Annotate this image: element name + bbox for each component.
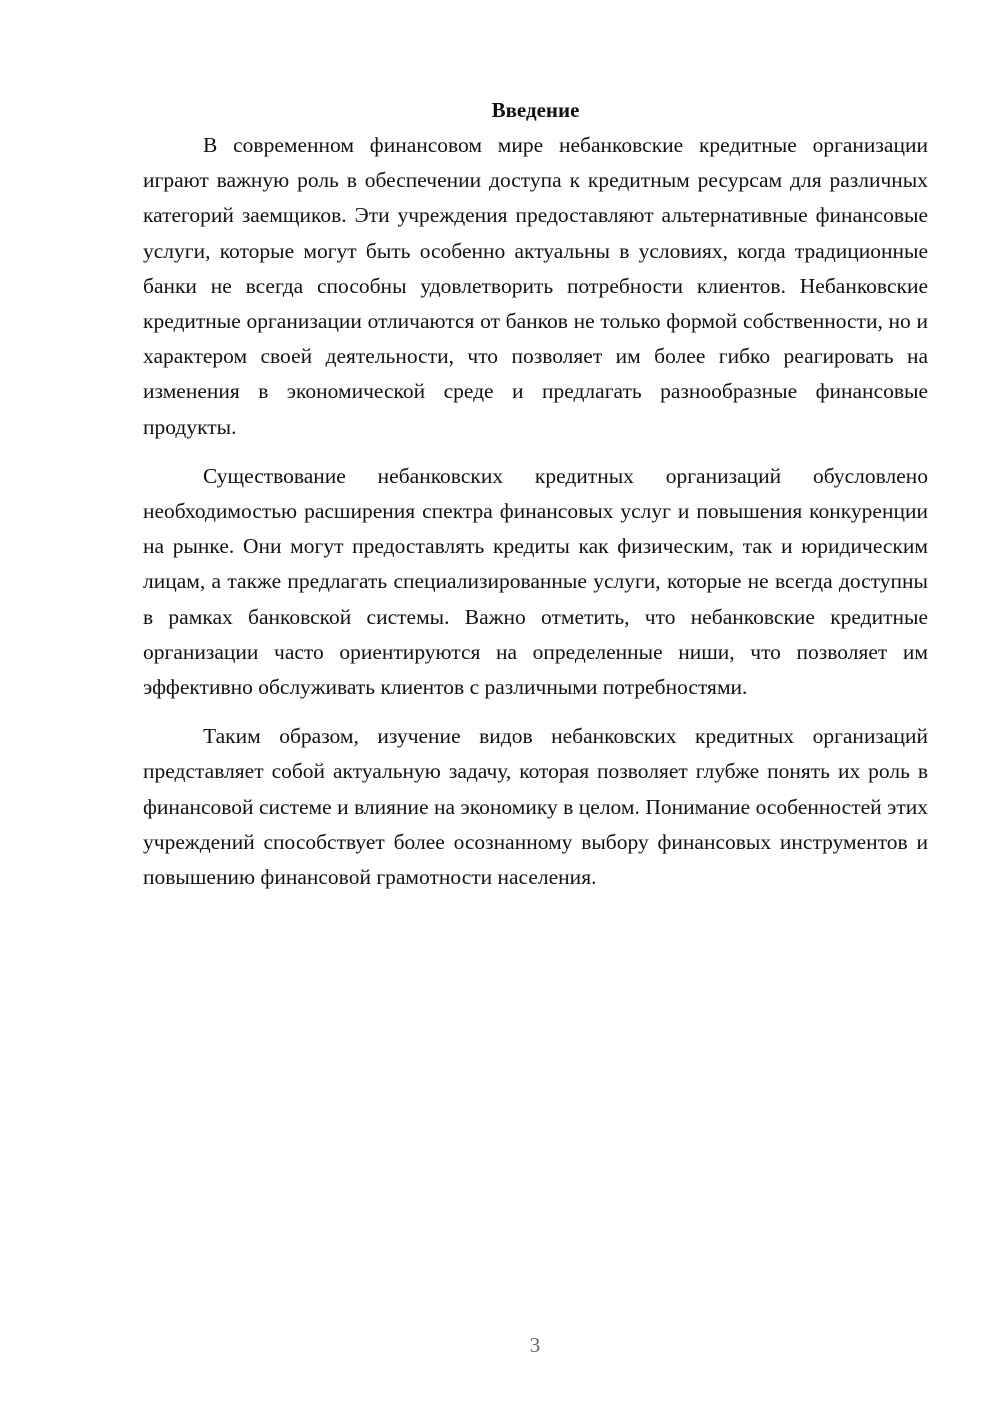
page-number: 3	[529, 1333, 541, 1357]
paragraph-1: В современном финансовом мире небанковские кредитные организации играют важную роль в обеспечении доступа к кредитным ресурсам для различных категорий заемщиков. Эти учреждения предоставляют альтернативные финансовые услуги, которые могут быть особенно актуальны в условиях, когда традиционные банки не всегда способны удовлетворить потребности клиентов. Небанковские кредитные организации отличаются от банков не только формой собственности, но и характером своей деятельности, что позволяет им более гибко реагировать на изменения в экономической среде и предлагать разнообразные финансовые продукты.	[143, 133, 928, 439]
page-content	[143, 93, 928, 895]
section-heading: Введение	[491, 98, 580, 122]
paragraph-2: Существование небанковских кредитных организаций обусловлено необходимостью расширения спектра финансовых услуг и повышения конкуренции на рынке. Они могут предоставлять кредиты как физическим, так и юридическим лицам, а также предлагать специализированные услуги, которые не всегда доступны в рамках банковской системы. Важно отметить, что небанковские кредитные организации часто ориентируются на определенные ниши, что позволяет им эффективно обслуживать клиентов с различными потребностями.	[143, 463, 928, 700]
paragraph-3: Таким образом, изучение видов небанковских кредитных организаций представляет собой актуальную задачу, которая позволяет глубже понять их роль в финансовой системе и влияние на экономику в целом. Понимание особенностей этих учреждений способствует более осознанному выбору финансовых инструментов и повышению финансовой грамотности населения.	[143, 724, 928, 890]
